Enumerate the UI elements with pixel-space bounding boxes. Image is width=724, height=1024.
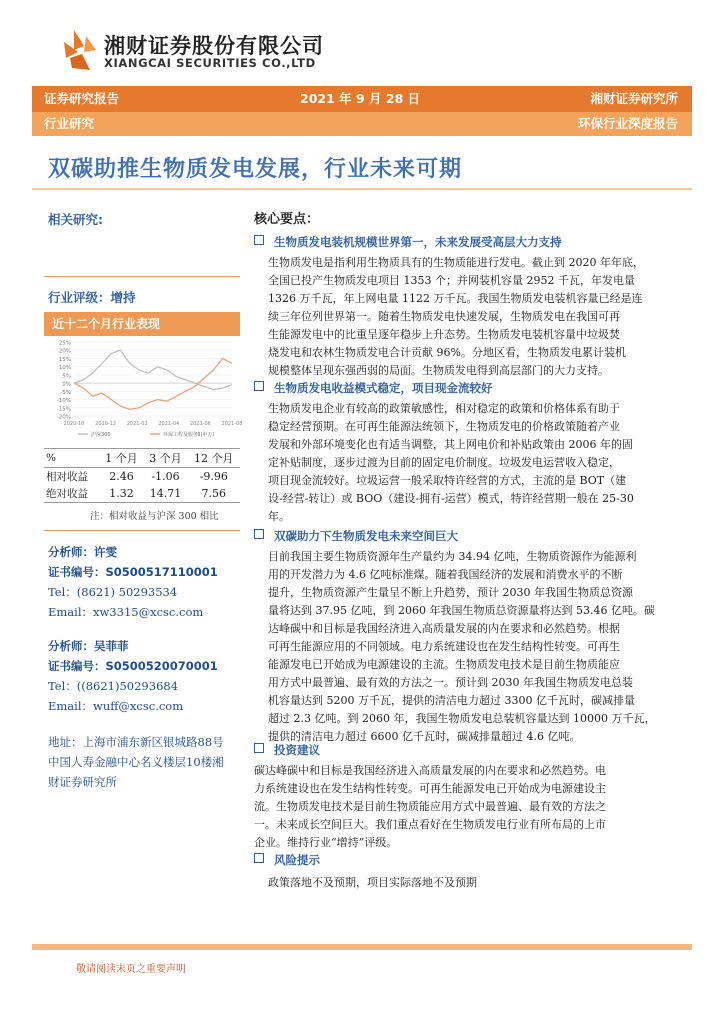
table-cell: 2.46 bbox=[109, 470, 134, 483]
section-heading: 投资建议 bbox=[254, 742, 320, 758]
company-name-cn: 湘财证券股份有限公司 bbox=[104, 34, 324, 58]
title-divider bbox=[32, 188, 692, 190]
left-divider bbox=[44, 530, 240, 531]
chart-series-line bbox=[74, 358, 232, 409]
chart-x-tick-label: 2021-04 bbox=[158, 421, 180, 427]
chart-y-tick-label: 25% bbox=[58, 340, 71, 347]
table-cell: 相对收益 bbox=[46, 471, 88, 483]
section-heading: 生物质发电装机规模世界第一，未来发展受高层大力支持 bbox=[254, 234, 562, 250]
table-cell: 14.71 bbox=[143, 485, 187, 503]
institute-name: 湘财证券研究所 bbox=[590, 91, 678, 106]
section-body: 生物质发电企业有较高的政策敏感性，相对稳定的政策和价格体系有助于 稳定经营预期。在可再生能源法统领下，生物质发电的价格政策随着产业 发展和外部环境变化也有适当调整，其上网电价和补贴政策由 2006 年的固 定补贴制度，逐步过渡为目前的固定电价制度。垃圾发电运营收入稳定， 项目现金流较好。垃圾运营一般采取特许经营的方式，主流的是 BOT（建 设-经营-转让）或 BOO（建设-拥有-运营）模式，特许经营期一般在 25-30 年。 bbox=[268, 402, 634, 523]
address-line: 中国人寿金融中心名义楼层10楼湘 bbox=[48, 755, 224, 769]
section-body: 政策落地不及预期，项目实际落地不及预期 bbox=[268, 876, 477, 889]
report-category: 行业研究 bbox=[44, 116, 95, 131]
table-cell: 绝对收益 bbox=[44, 485, 99, 503]
chart-legend-label: 沪深300 bbox=[91, 432, 111, 438]
section-body: 生物质发电是指利用生物质具有的生物质能进行发电。截止到 2020 年年底， 全国已投产生物质发电项目 1353 个；并网装机容量 2952 千瓦，年发电量 1326 万千瓦，年上网电量 1122 万千瓦。我国生物质发电装机容量已经是连 续三年位列世界第一。随着生物质发电快速发展，生物质发电在我国可再 生能源发电中的比重呈逐年稳步上升态势。生物质发电装机容量中垃圾焚 烧发电和农林生物质发电合计贡献 96%。分地区看，生物质发电累计装机 规模整体呈现东强西弱的局面。生物质发电得到高层部门的大力支持。 bbox=[268, 256, 644, 377]
analyst-cert: 证书编号：S0500520070001 bbox=[48, 659, 218, 673]
performance-table bbox=[44, 448, 240, 503]
address-block bbox=[48, 732, 248, 792]
chart-y-tick-label: -10% bbox=[56, 398, 71, 405]
table-cell: -1.06 bbox=[151, 470, 180, 483]
chart-series-line bbox=[74, 350, 232, 390]
table-cell: 7.56 bbox=[188, 485, 241, 503]
chart-y-tick-label: 0% bbox=[62, 381, 71, 388]
core-points-label: 核心要点： bbox=[254, 212, 320, 227]
industry-performance-chart bbox=[44, 338, 243, 440]
checkbox-bullet-icon bbox=[254, 381, 264, 391]
checkbox-bullet-icon bbox=[254, 743, 264, 753]
address-line: 财证券研究所 bbox=[48, 775, 117, 789]
checkbox-bullet-icon bbox=[254, 853, 264, 863]
table-cell: 1.32 bbox=[99, 485, 143, 503]
report-title: 双碳助推生物质发电发展，行业未来可期 bbox=[48, 157, 463, 182]
chart-y-tick-label: 5% bbox=[62, 373, 71, 380]
header-bar-secondary bbox=[32, 112, 692, 136]
company-logo-icon bbox=[60, 28, 100, 72]
table-row bbox=[44, 468, 240, 486]
industry-rating: 行业评级：增持 bbox=[48, 290, 136, 305]
table-header-cell: % bbox=[44, 449, 99, 468]
analyst-block bbox=[48, 636, 248, 716]
left-divider bbox=[44, 276, 240, 277]
table-note: 注：相对收益与沪深 300 相比 bbox=[90, 511, 219, 522]
table-header-cell: 1 个月 bbox=[99, 449, 143, 468]
chart-title-box bbox=[44, 312, 240, 336]
section-body: 碳达峰碳中和目标是我国经济进入高质量发展的内在要求和必然趋势。电 力系统建设也在发生结构性转变。可再生能源发电已开始成为电源建设主 流。生物质发电技术是目前生物质能应用方式中最普遍、最有效的方法之 一。未来成长空间巨大。我们重点看好在生物质发电行业有所布局的上市 企业。维持行业“增持”评级。 bbox=[254, 764, 606, 849]
analyst-tel: Tel：((8621)50293684 bbox=[48, 679, 179, 693]
analyst-email[interactable]: Email：wuff@xcsc.com bbox=[48, 699, 184, 713]
chart-x-tick-label: 2021-06 bbox=[189, 421, 211, 427]
chart-title: 近十二个月行业表现 bbox=[52, 317, 161, 331]
chart-y-tick-label: -15% bbox=[56, 406, 71, 413]
analyst-name: 分析师：吴菲菲 bbox=[48, 639, 129, 653]
address-line: 地址：上海市浦东新区银城路88号 bbox=[48, 735, 224, 749]
chart-y-tick-label: 10% bbox=[58, 365, 71, 372]
section-heading: 双碳助力下生物质发电未来空间巨大 bbox=[254, 528, 458, 544]
chart-x-tick-label: 2021-02 bbox=[126, 421, 148, 427]
chart-legend-label: 环保工程及服务Ⅱ(申万) bbox=[163, 432, 215, 438]
chart-x-tick-label: 2020-10 bbox=[63, 421, 85, 427]
chart-x-tick-label: 2020-12 bbox=[95, 421, 117, 427]
section-body: 目前我国主要生物质资源年生产量约为 34.94 亿吨，生物质资源作为能源利 用的开发潜力为 4.6 亿吨标准煤。随着我国经济的发展和消费水平的不断 提升，生物质资源产生量呈不断上升趋势，预计 2030 年我国生物质总资源 量将达到 37.95 亿吨，到 2060 年我国生物质总资源量将达到 53.46 亿吨。碳 达峰碳中和目标是我国经济进入高质量发展的内在要求和必然趋势。根据 可再生能源应用的不同领域。电力系统建设也在发生结构性转变。可再生 能源发电已开始成为电源建设的主流。生物质发电技术是目前生物质能应 用方式中最普遍、最有效的方法之一。预计到 2030 年我国生物质发电总装 机容量达到 5200 万千瓦，提供的清洁电力超过 3300 亿千瓦时，碳减排量 超过 2.3 亿吨。到 2060 年，我国生物质发电总装机容量达到 10000 万千瓦， 提供的清洁电力超过 6600 亿千瓦时，碳减排量超过 4.6 亿吨。 bbox=[268, 550, 656, 743]
related-research-label: 相关研究: bbox=[48, 212, 103, 227]
section-heading: 风险提示 bbox=[254, 852, 320, 868]
checkbox-bullet-icon bbox=[254, 235, 264, 245]
company-name-en: XIANGCAI SECURITIES CO.,LTD bbox=[104, 56, 316, 70]
report-date: 2021 年 9 月 28 日 bbox=[300, 91, 421, 106]
analyst-tel: Tel：(8621) 50293534 bbox=[48, 585, 178, 599]
header-bar-primary bbox=[32, 86, 692, 112]
chart-y-tick-label: -5% bbox=[60, 389, 71, 396]
section-heading: 生物质发电收益模式稳定，项目现金流较好 bbox=[254, 380, 493, 396]
footer-disclaimer[interactable]: 敬请阅读末页之重要声明 bbox=[76, 964, 186, 975]
chart-y-tick-label: 20% bbox=[58, 348, 71, 355]
table-row bbox=[44, 485, 240, 503]
table-cell: -9.96 bbox=[199, 470, 228, 483]
analyst-cert: 证书编号：S0500517110001 bbox=[48, 565, 218, 579]
report-subcategory: 环保行业深度报告 bbox=[577, 116, 678, 131]
footer-divider bbox=[32, 944, 692, 950]
chart-y-tick-label: 15% bbox=[58, 356, 71, 363]
report-type: 证券研究报告 bbox=[44, 91, 120, 106]
chart-y-tick-label: -20% bbox=[56, 414, 71, 421]
chart-x-tick-label: 2021-08 bbox=[221, 421, 243, 427]
table-header-row bbox=[44, 449, 240, 468]
analyst-name: 分析师：许雯 bbox=[48, 545, 117, 559]
analyst-email[interactable]: Email：xw3315@xcsc.com bbox=[48, 605, 204, 619]
checkbox-bullet-icon bbox=[254, 529, 264, 539]
table-header-cell: 12 个月 bbox=[188, 449, 241, 468]
analyst-block bbox=[48, 542, 248, 622]
table-header-cell: 3 个月 bbox=[143, 449, 187, 468]
